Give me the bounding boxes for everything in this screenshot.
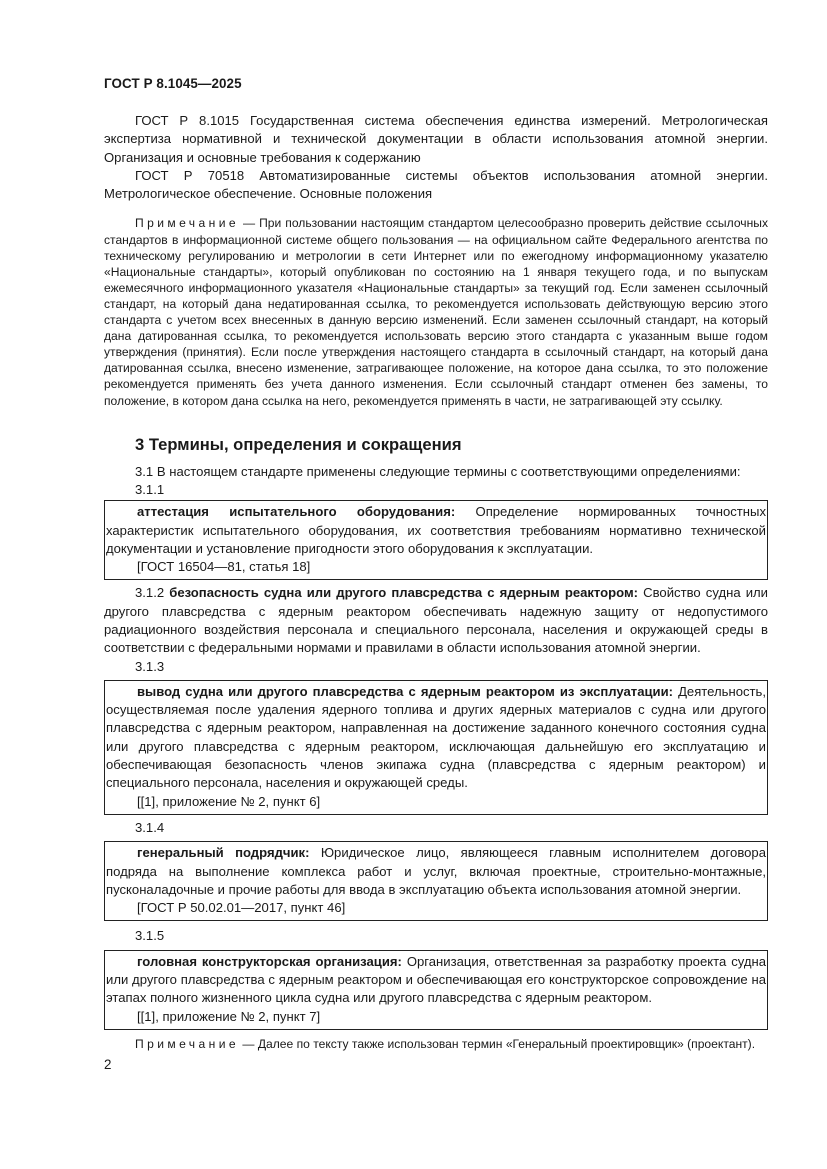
page-content <box>104 112 768 1052</box>
note-label: Примечание <box>135 216 239 231</box>
note-paragraph <box>104 1036 768 1052</box>
section-title: 3 Термины, определения и сокращения <box>135 434 462 454</box>
note-label: Примечание <box>135 1036 239 1051</box>
term-text: Определение нормированных точностных характеристик испытательного оборудования, их соответствия требованиям нормативно технической документации и установление пригодности этого оборудования к эксплуатации. <box>106 504 766 556</box>
term-text: Юридическое лицо, являющееся главным исполнителем договора подряда на выполнение комплекса работ и услуг, включая проектные, строительно-монтажные, пусконаладочные и прочие работы для ввода в эксплуатацию объекта использования атомной энергии. <box>106 845 766 897</box>
term-text: Организация, ответственная за разработку проекта судна или другого плавсредства с ядерным реактором и обеспечивающая его конструкторское сопровождение на этапах полного жизненного цикла судна или другого плавсредства с ядерным реактором. <box>106 953 767 1006</box>
term-text: Свойство судна или другого плавсредства с ядерным реактором обеспечивать надежную защиту от недопустимого радиационного воздействия персонала и специального персонала, населения и окружающей среды в соответствии с федеральными нормами и правилами в области использования атомной энергии. <box>104 585 768 656</box>
term-definition <box>106 503 766 558</box>
page-number: 2 <box>104 1057 112 1072</box>
document-code-header: ГОСТ Р 8.1045—2025 <box>104 76 242 91</box>
term-definition <box>106 953 766 1008</box>
term-number: 3.1.2 <box>135 585 165 601</box>
term-name: генеральный подрядчик: <box>137 845 310 861</box>
term-text: Деятельность, осуществляемая после удаления ядерного топлива и других ядерных материалов с судна или другого плавсредства с ядерным реактором, направленная на достижение заданного конечного состояния судна или другого плавсредства с ядерным реактором, исключающая дальнейшую его эксплуатацию и обеспечивающая безопасность членов экипажа судна (плавсредства с ядерным реактором) и специального персонала, населения и окружающей среды. <box>106 683 766 791</box>
term-name: аттестация испытательного оборудования: <box>137 504 456 520</box>
term-name: вывод судна или другого плавсредства с ядерным реактором из эксплуатации: <box>137 683 673 699</box>
term-number: 3.1.5 <box>135 928 165 944</box>
term-definition-box <box>104 841 768 921</box>
note-text: — При пользовании настоящим стандартом целесообразно проверить действие ссылочных стандартов в информационной системе общего пользования — на официальном сайте Федерального агентства по техническому регулированию и метрологии в сети Интернет или по ежегодному информационному указателю «Национальные стандарты», который опубликован по состоянию на 1 января текущего года, и по выпускам ежемесячного информационного указателя «Национальные стандарты» за текущий год. Если заменен ссылочный стандарт, на который дана недатированная ссылка, то рекомендуется использовать действующую версию этого стандарта с учетом всех внесенных в данную версию изменений. Если заменен ссылочный стандарт, на который дана датированная ссылка, то рекомендуется использовать версию этого стандарта с указанным выше годом утверждения (принятия). Если после утверждения настоящего стандарта в ссылочный стандарт, на который дана датированная ссылка, внесено изменение, затрагивающее положение, на которое дана ссылка, то это положение рекомендуется применять без учета данного изменения. Если ссылочный стандарт отменен без замены, то положение, в котором дана ссылка на него, рекомендуется применять в части, не затрагивающей эту ссылку. <box>104 216 768 408</box>
term-definition <box>106 844 766 899</box>
note-paragraph <box>104 215 768 408</box>
term-number: 3.1.1 <box>135 481 165 497</box>
term-name: безопасность судна или другого плавсредства с ядерным реактором: <box>169 585 639 601</box>
term-definition-box <box>104 680 768 815</box>
term-number: 3.1.4 <box>135 819 165 835</box>
term-source: [ГОСТ 16504—81, статья 18] <box>137 559 311 575</box>
section-intro: 3.1 В настоящем стандарте применены следующие термины с соответствующими определениями: <box>135 463 741 479</box>
term-source: [[1], приложение № 2, пункт 6] <box>137 793 321 809</box>
term-definition-box <box>104 950 768 1030</box>
term-number: 3.1.3 <box>135 658 165 674</box>
term-source: [[1], приложение № 2, пункт 7] <box>137 1008 321 1024</box>
term-source: [ГОСТ Р 50.02.01—2017, пункт 46] <box>137 900 346 916</box>
term-definition <box>104 584 768 657</box>
term-definition <box>106 683 766 793</box>
term-name: головная конструкторская организация: <box>137 953 402 969</box>
reference-item: ГОСТ Р 70518 Автоматизированные системы объектов использования атомной энергии. Метрологическое обеспечение. Основные положения <box>104 167 768 202</box>
reference-item: ГОСТ Р 8.1015 Государственная система обеспечения единства измерений. Метрологическая экспертиза нормативной и технической документации в области использования атомной энергии. Организация и основные требования к содержанию <box>104 113 768 165</box>
note-text: — Далее по тексту также использован термин «Генеральный проектировщик» (проектант). <box>239 1036 756 1051</box>
term-definition-box <box>104 500 768 580</box>
